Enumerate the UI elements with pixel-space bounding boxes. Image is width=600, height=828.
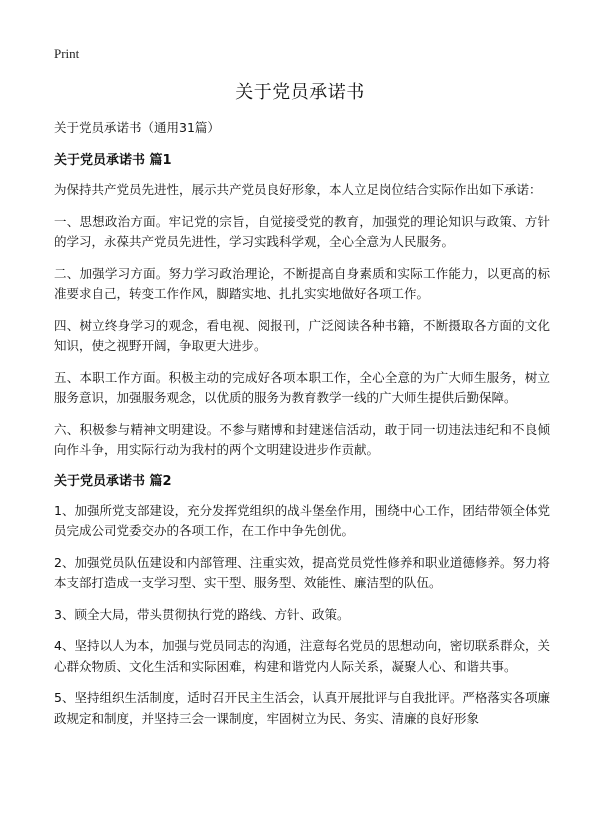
paragraph: 四、树立终身学习的观念，看电视、阅报刊，广泛阅读各种书籍，不断摄取各方面的文化知识，使之视野开阔，争取更大进步。 (54, 317, 550, 353)
document-subtitle: 关于党员承诺书（通用31篇） (54, 120, 220, 135)
paragraph: 六、积极参与精神文明建设。不参与赌博和封建迷信活动，敢于同一切违法违纪和不良倾向作斗争，用实际行动为我村的两个文明建设进步作贡献。 (54, 421, 550, 457)
print-link[interactable]: Print (54, 46, 80, 61)
paragraph: 二、加强学习方面。努力学习政治理论，不断提高自身素质和实际工作能力，以更高的标准要求自己，转变工作作风，脚踏实地、扎扎实实地做好各项工作。 (54, 265, 550, 301)
paragraph: 一、思想政治方面。牢记党的宗旨，自觉接受党的教育，加强党的理论知识与政策、方针的学习，永葆共产党员先进性，学习实践科学观，全心全意为人民服务。 (54, 213, 550, 249)
paragraph: 2、加强党员队伍建设和内部管理、注重实效，提高党员党性修养和职业道德修养。努力将本支部打造成一支学习型、实干型、服务型、效能性、廉洁型的队伍。 (54, 554, 550, 590)
page-title: 关于党员承诺书 (235, 82, 365, 103)
paragraph: 为保持共产党员先进性，展示共产党员良好形象，本人立足岗位结合实际作出如下承诺： (54, 182, 542, 197)
paragraph: 3、顾全大局，带头贯彻执行党的路线、方针、政策。 (54, 606, 350, 622)
paragraph: 五、本职工作方面。积极主动的完成好各项本职工作，全心全意的为广大师生服务，树立服务意识，加强服务观念，以优质的服务为教育教学一线的广大师生提供后勤保障。 (54, 369, 550, 405)
section-2 (54, 472, 550, 730)
paragraph: 4、坚持以人为本，加强与党员同志的沟通，注意每名党员的思想动向，密切联系群众，关心群众物质、文化生活和实际困难，构建和谐党内人际关系，凝聚人心、和谐共事。 (54, 638, 550, 674)
section-1 (54, 151, 550, 461)
section-heading: 关于党员承诺书 篇1 (54, 153, 172, 168)
document-body (54, 118, 550, 740)
paragraph: 5、坚持组织生活制度，适时召开民主生活会，认真开展批评与自我批评。严格落实各项廉政规定和制度，并坚持三会一课制度，牢固树立为民、务实、清廉的良好形象 (54, 690, 550, 726)
section-heading: 关于党员承诺书 篇2 (54, 473, 172, 489)
paragraph: 1、加强所党支部建设，充分发挥党组织的战斗堡垒作用，围绕中心工作，团结带领全体党员完成公司党委交办的各项工作，在工作中争先创优。 (54, 502, 550, 538)
